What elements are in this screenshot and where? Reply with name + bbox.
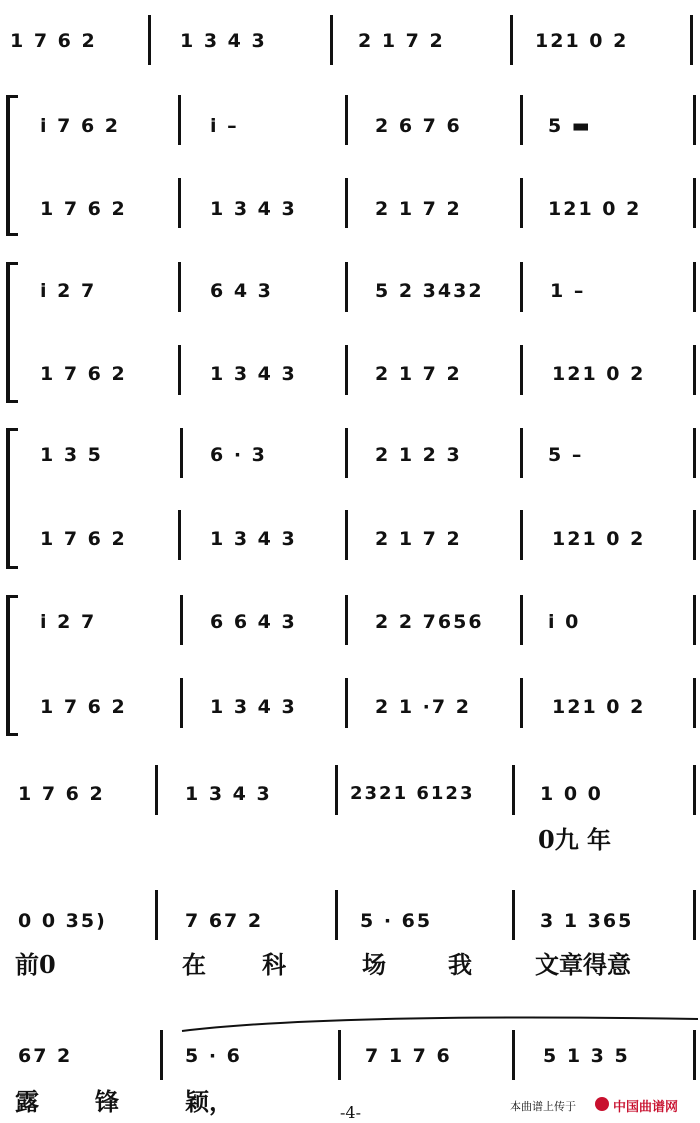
measure: 2 2 7656 [375, 611, 484, 633]
barline [510, 15, 513, 65]
lyric-syllable: 前0 [15, 950, 56, 979]
measure: 2 1 2 3 [375, 444, 462, 466]
barline [693, 890, 696, 940]
measure: 1 3 5 [40, 444, 103, 466]
measure: i 0 [548, 611, 581, 633]
barline [335, 765, 338, 815]
barline [178, 178, 181, 228]
barline [178, 510, 181, 560]
measure: 1 – [550, 280, 586, 302]
measure: 1 3 4 3 [185, 783, 272, 805]
score-line [0, 595, 700, 665]
barline [345, 678, 348, 728]
barline [693, 765, 696, 815]
measure: 1 0 0 [540, 783, 603, 805]
barline [345, 262, 348, 312]
measure: 5 · 6 [185, 1045, 242, 1067]
lyric-syllable: 露 [15, 1087, 39, 1116]
measure: 5 · 65 [360, 910, 433, 932]
score-line [0, 345, 700, 415]
measure: 121 0 2 [552, 528, 646, 550]
measure: 2 6 7 6 [375, 115, 462, 137]
score-line [0, 510, 700, 580]
measure: 121 0 2 [552, 363, 646, 385]
measure: 7 67 2 [185, 910, 264, 932]
measure: 6 6 4 3 [210, 611, 297, 633]
barline [693, 178, 696, 228]
score-line [0, 428, 700, 498]
measure: 1 7 6 2 [10, 30, 97, 52]
lyric-syllable: 锋 [95, 1087, 119, 1116]
measure: i – [210, 115, 239, 137]
measure: 121 0 2 [552, 696, 646, 718]
barline [520, 95, 523, 145]
score-line [0, 678, 700, 748]
barline [520, 595, 523, 645]
measure: 2321 6123 [350, 783, 475, 804]
measure: 1 7 6 2 [40, 198, 127, 220]
measure: 1 3 4 3 [210, 528, 297, 550]
barline [160, 1030, 163, 1080]
lyric-syllable: 科 [262, 950, 286, 979]
barline [178, 95, 181, 145]
barline [180, 428, 183, 478]
measure: 1 7 6 2 [40, 363, 127, 385]
barline [693, 678, 696, 728]
site-logo: 中国曲谱网 [613, 1100, 679, 1115]
barline [520, 678, 523, 728]
page-number: -4- [340, 1103, 361, 1122]
site-logo-mark [595, 1097, 609, 1111]
measure: i 2 7 [40, 280, 97, 302]
measure: 1 3 4 3 [180, 30, 267, 52]
barline [512, 890, 515, 940]
barline [520, 262, 523, 312]
barline [148, 15, 151, 65]
upload-note: 本曲谱上传于 [510, 1100, 576, 1113]
measure: 1 3 4 3 [210, 198, 297, 220]
lyric-line: 0九 年 [538, 825, 612, 854]
measure: 5 – [548, 444, 584, 466]
score-line [0, 95, 700, 165]
barline [693, 345, 696, 395]
measure: 6 · 3 [210, 444, 267, 466]
measure: 121 0 2 [535, 30, 629, 52]
barline [155, 765, 158, 815]
barline [693, 510, 696, 560]
lyric-syllable: 颖， [185, 1087, 233, 1116]
score-line [0, 178, 700, 248]
barline [335, 890, 338, 940]
measure: 2 1 7 2 [375, 528, 462, 550]
measure: 1 7 6 2 [18, 783, 105, 805]
measure: 1 7 6 2 [40, 528, 127, 550]
barline [345, 428, 348, 478]
measure: 67 2 [18, 1045, 73, 1067]
measure: 121 0 2 [548, 198, 642, 220]
barline [693, 262, 696, 312]
barline [330, 15, 333, 65]
barline [693, 595, 696, 645]
measure: 5 2 3432 [375, 280, 484, 302]
barline [345, 595, 348, 645]
measure: 2 1 7 2 [358, 30, 445, 52]
measure: 2 1 7 2 [375, 363, 462, 385]
barline [520, 428, 523, 478]
measure: 1 3 4 3 [210, 696, 297, 718]
barline [180, 678, 183, 728]
barline [345, 510, 348, 560]
barline [155, 890, 158, 940]
barline [180, 595, 183, 645]
measure: 6 4 3 [210, 280, 273, 302]
measure: i 7 6 2 [40, 115, 121, 137]
barline [690, 15, 693, 65]
barline [345, 345, 348, 395]
slur [180, 1013, 700, 1043]
score-line [0, 15, 700, 85]
measure: 5 ▬ [548, 115, 592, 137]
measure: 5 1 3 5 [543, 1045, 630, 1067]
lyric-syllable: 文章得意 [535, 950, 631, 979]
measure: 2 1 7 2 [375, 198, 462, 220]
measure: i 2 7 [40, 611, 97, 633]
barline [345, 95, 348, 145]
barline [520, 510, 523, 560]
measure: 0 0 35) [18, 910, 107, 932]
score-line [0, 262, 700, 332]
barline [345, 178, 348, 228]
lyric-syllable: 我 [448, 950, 472, 979]
barline [693, 95, 696, 145]
barline [512, 765, 515, 815]
barline [178, 345, 181, 395]
measure: 7 1 7 6 [365, 1045, 452, 1067]
measure: 1 7 6 2 [40, 696, 127, 718]
barline [693, 428, 696, 478]
lyric-syllable: 在 [182, 950, 206, 979]
barline [520, 178, 523, 228]
measure: 1 3 4 3 [210, 363, 297, 385]
lyric-syllable: 场 [362, 950, 386, 979]
barline [178, 262, 181, 312]
measure: 2 1 ·7 2 [375, 696, 471, 718]
barline [520, 345, 523, 395]
measure: 3 1 365 [540, 910, 634, 932]
